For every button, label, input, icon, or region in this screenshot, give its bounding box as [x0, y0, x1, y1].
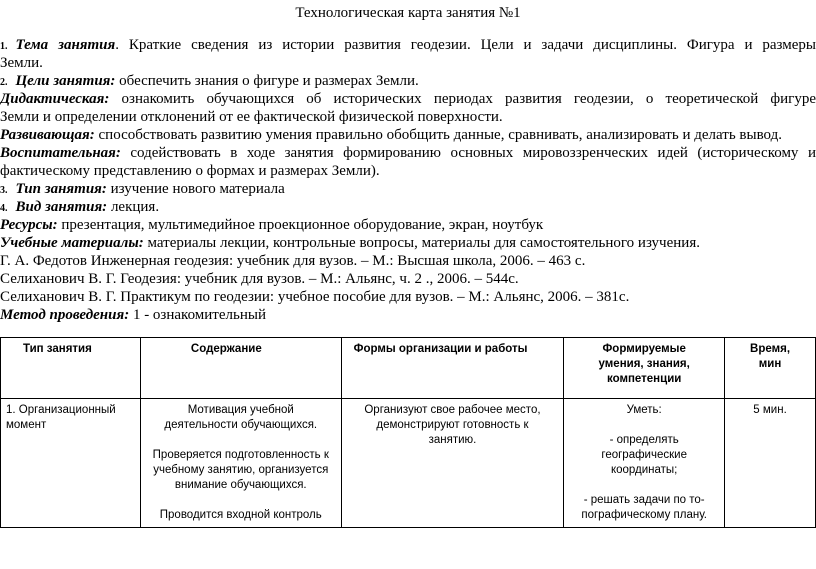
developing-line: Развивающая: способствовать развитию умения правильно обобщить данные, сравнивать, анализировать и делать вывод. [0, 127, 783, 143]
document-title: Технологическая карта занятия №1 [295, 5, 521, 21]
goals-label: Цели занятия: [15, 73, 116, 89]
lesson-type-label: Тип занятия: [15, 181, 107, 197]
header-forms: Формы организации и работы [341, 338, 564, 399]
table-header-row [1, 338, 816, 399]
cell-forms: Организуют свое рабочее место, демонстрируют готовность к занятию. [341, 399, 564, 528]
resources-line: Ресурсы: презентация, мультимедийное проекционное оборудование, экран, ноутбук [0, 217, 544, 233]
goals-line: 2. Цели занятия: обеспечить знания о фигуре и размерах Земли. [0, 73, 419, 89]
didactic-label: Дидактическая: [0, 91, 110, 107]
materials-line: Учебные материалы: материалы лекции, контрольные вопросы, материалы для самостоятельного изучения. [0, 235, 700, 251]
topic-label: Тема занятия [15, 37, 116, 53]
cell-skills: Уметь: - определять географические координаты; - решать задачи по то- пографическому плану. [564, 399, 725, 528]
reference-2: Селиханович В. Г. Геодезия: учебник для вузов. – М.: Альянс, ч. 2 ., 2006. – 544с. [0, 271, 519, 287]
header-type: Тип занятия [1, 338, 141, 399]
didactic-line-2: Земли и определении отклонений от ее фактической физической поверхности. [0, 109, 503, 125]
cell-time: 5 мин. [725, 399, 816, 528]
lesson-table [0, 337, 816, 528]
upbringing-line: Воспитательная: содействовать в ходе занятия формированию основных мировоззренческих идей (историческому и [0, 145, 816, 161]
cell-type: 1. Организационный момент [1, 399, 141, 528]
upbringing-line-2: фактическому представлению о формах и размерах Земли). [0, 163, 380, 179]
header-skills: Формируемые умения, знания, компетенции [564, 338, 725, 399]
developing-label: Развивающая: [0, 127, 95, 143]
header-time: Время, мин [725, 338, 816, 399]
method-label: Метод проведения: [0, 307, 130, 323]
lesson-kind-line: 4. Вид занятия: лекция. [0, 199, 160, 215]
header-content: Содержание [140, 338, 341, 399]
reference-3: Селиханович В. Г. Практикум по геодезии: учебное пособие для вузов. – М.: Альянс, 2006. – 381с. [0, 289, 630, 305]
method-line: Метод проведения: 1 - ознакомительный [0, 307, 266, 323]
reference-1: Г. А. Федотов Инженерная геодезия: учебник для вузов. – М.: Высшая школа, 2006. – 463 с. [0, 253, 586, 269]
materials-label: Учебные материалы: [0, 235, 144, 251]
topic-line: 1. Тема занятия. Краткие сведения из истории развития геодезии. Цели и задачи дисциплины. Фигура и размеры [0, 37, 816, 53]
topic-line-2: Земли. [0, 55, 43, 71]
lesson-kind-label: Вид занятия: [15, 199, 108, 215]
upbringing-label: Воспитательная: [0, 145, 121, 161]
resources-label: Ресурсы: [0, 217, 58, 233]
table-row [1, 399, 816, 528]
cell-content: Мотивация учебной деятельности обучающихся. Проверяется подготовленность к учебному занятию, организуется внимание обучающихся. Проводится входной контроль [140, 399, 341, 528]
lesson-type-line: 3. Тип занятия: изучение нового материала [0, 181, 285, 197]
didactic-line: Дидактическая: ознакомить обучающихся об исторических периодах развития геодезии, о теоретической фигуре [0, 91, 816, 107]
